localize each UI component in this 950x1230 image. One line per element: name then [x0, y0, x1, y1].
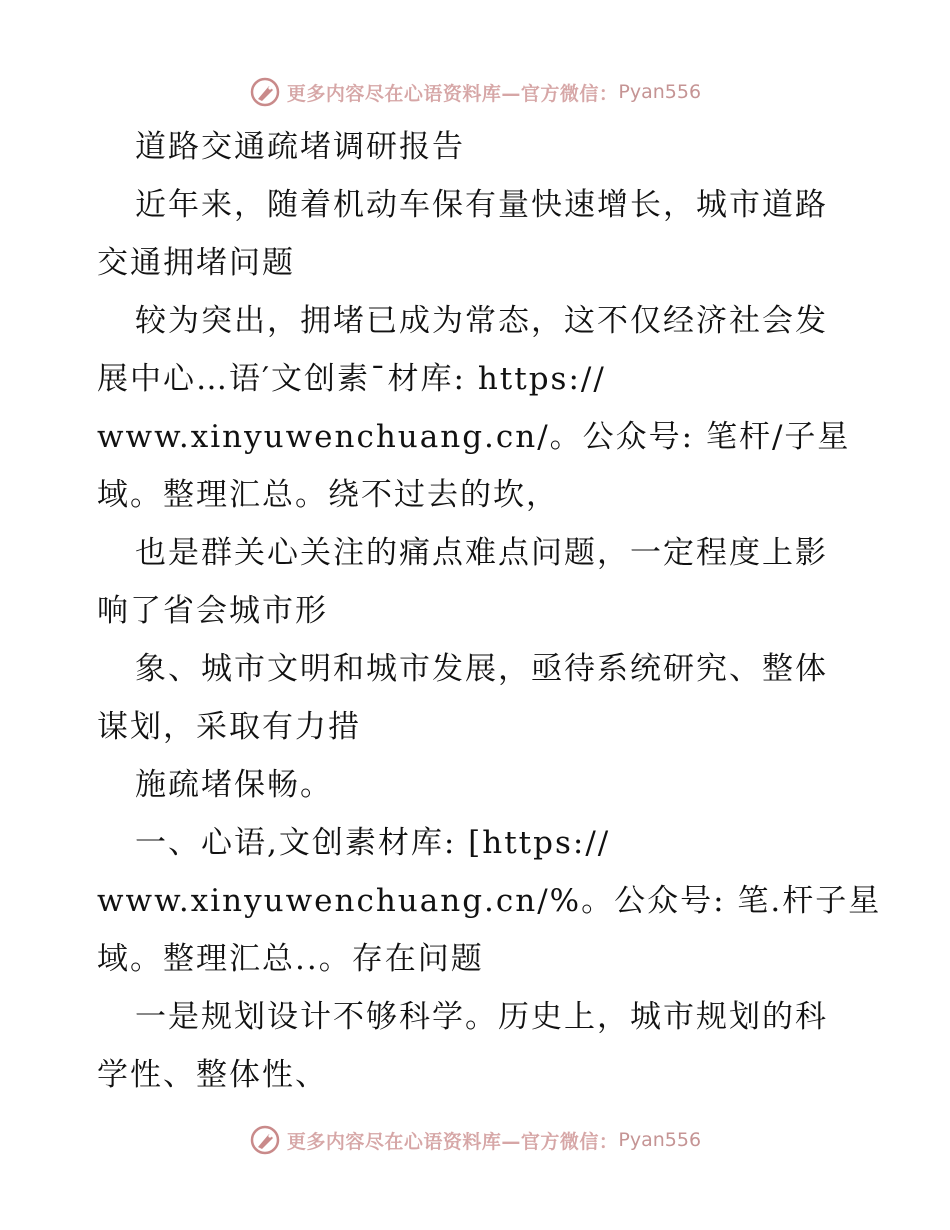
- paragraph-line: www.xinyuwenchuang.cn/%。公众号: 笔.杆子星: [97, 883, 882, 919]
- paragraph-line: 谋划，采取有力措: [97, 709, 361, 745]
- banner-text: 更多内容尽在心语资料库—官方微信：: [286, 82, 619, 105]
- banner-handle: Pyan556: [618, 81, 702, 103]
- paragraph-line: 域。整理汇总..。存在问题: [97, 941, 484, 977]
- paragraph-line: 响了省会城市形: [97, 593, 328, 629]
- paragraph-line: 近年来，随着机动车保有量快速增长，城市道路: [135, 187, 828, 223]
- paragraph-line: www.xinyuwenchuang.cn/。公众号: 笔杆/子星: [97, 419, 851, 455]
- paragraph-line: 域。整理汇总。绕不过去的坎，: [97, 477, 559, 513]
- document-title: 道路交通疏堵调研报告: [135, 129, 465, 165]
- pen-nib-logo-icon: [249, 1124, 281, 1156]
- paragraph-line: 象、城市文明和城市发展，亟待系统研究、整体: [135, 651, 828, 687]
- pen-nib-logo-icon: [249, 76, 281, 108]
- paragraph-line: 学性、整体性、: [97, 1057, 328, 1093]
- section-heading: 一、心语,文创素材库: [https://: [135, 825, 611, 861]
- paragraph-line: 也是群关心关注的痛点难点问题，一定程度上影: [135, 535, 828, 571]
- paragraph-line: 展中心…语′文创素¯材库: https://: [97, 361, 606, 397]
- paragraph-line: 交通拥堵问题: [97, 245, 295, 281]
- banner-text: 更多内容尽在心语资料库—官方微信：: [286, 1130, 619, 1153]
- banner-handle: Pyan556: [618, 1129, 702, 1151]
- paragraph-line: 较为突出，拥堵已成为常态，这不仅经济社会发: [135, 303, 828, 339]
- paragraph-line: 一是规划设计不够科学。历史上，城市规划的科: [135, 999, 828, 1035]
- header-banner: [0, 72, 950, 112]
- footer-banner: [0, 1120, 950, 1160]
- document-body: [97, 118, 882, 1104]
- paragraph-line: 施疏堵保畅。: [135, 767, 333, 803]
